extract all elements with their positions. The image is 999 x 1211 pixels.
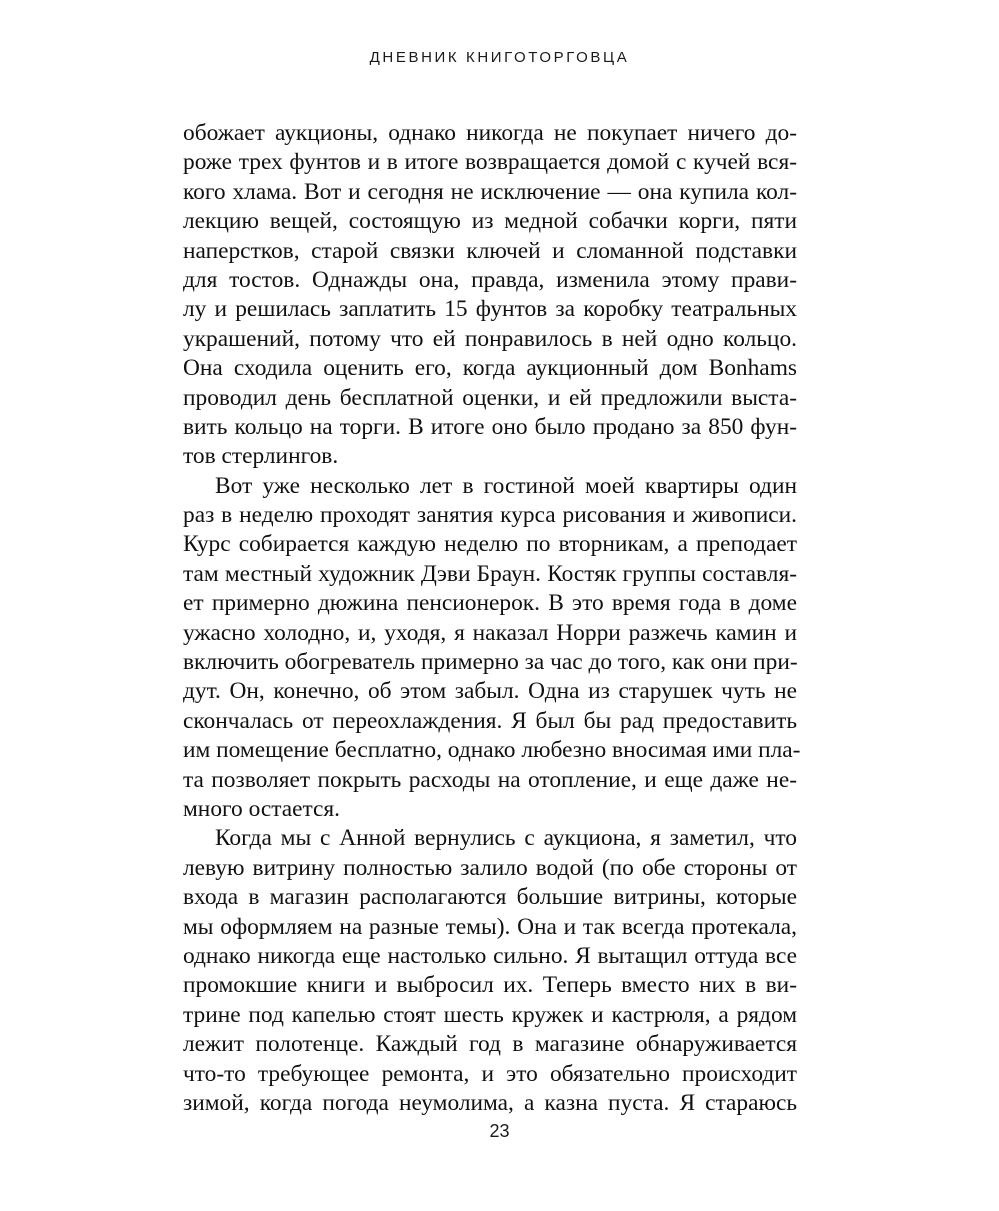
text-line: та позволяет покрыть расходы на отопление, и еще даже не- xyxy=(183,766,797,793)
text-line: входа в магазин располагаются большие витрины, которые xyxy=(183,884,797,911)
paragraph xyxy=(183,119,797,472)
text-line: однако никогда еще настолько сильно. Я вытащил оттуда все xyxy=(183,942,797,969)
text-line: дут. Он, конечно, об этом забыл. Одна из старушек чуть не xyxy=(183,678,797,705)
body-text xyxy=(183,119,801,1118)
text-line: Вот уже несколько лет в гостиной моей квартиры один xyxy=(215,472,797,499)
text-line: там местный художник Дэви Браун. Костяк группы составля- xyxy=(183,560,797,587)
text-line: Она сходила оценить его, когда аукционный дом Bonhams xyxy=(183,355,797,382)
text-line: раз в неделю проходят занятия курса рисования и живописи. xyxy=(183,502,797,529)
text-line: лекцию вещей, состоящую из медной собачки корги, пяти xyxy=(183,208,797,235)
text-line: зимой, когда погода неумолима, а казна пуста. Я стараюсь xyxy=(183,1089,797,1116)
text-line: обожает аукционы, однако никогда не покупает ничего до- xyxy=(183,120,797,146)
text-line: включить обогреватель примерно за час до того, как они при- xyxy=(183,649,798,676)
text-line: левую витрину полностью залило водой (по обе стороны от xyxy=(183,854,797,881)
text-line: для тостов. Однажды она, правда, изменила этому прави- xyxy=(183,266,797,293)
text-line: мы оформляем на разные темы). Она и так всегда протекала, xyxy=(183,913,797,940)
text-line: что-то требующее ремонта, и это обязательно происходит xyxy=(183,1060,797,1087)
text-line: украшений, потому что ей понравилось в ней одно кольцо. xyxy=(183,325,797,352)
text-line: скончалась от переохлаждения. Я был бы рад предоставить xyxy=(183,707,797,734)
text-line: им помещение бесплатно, однако любезно вносимая ими пла- xyxy=(183,737,801,764)
text-line: проводил день бесплатной оценки, и ей предложили выста- xyxy=(183,384,797,411)
page-number: 23 xyxy=(489,1121,510,1141)
text-line: наперстков, старой связки ключей и сломанной подставки xyxy=(183,237,797,264)
text-line: тов стерлингов. xyxy=(183,443,339,470)
text-line: лежит полотенце. Каждый год в магазине обнаруживается xyxy=(183,1031,797,1058)
text-line: лу и решилась заплатить 15 фунтов за коробку театральных xyxy=(183,296,797,323)
text-line: ужасно холодно, и, уходя, я наказал Норри разжечь камин и xyxy=(183,619,797,646)
paragraph xyxy=(183,824,797,1118)
running-head: ДНЕВНИК КНИГОТОРГОВЦА xyxy=(369,49,630,66)
paragraph xyxy=(183,472,801,825)
text-line: промокшие книги и выбросил их. Теперь вместо них в ви- xyxy=(183,972,797,999)
text-line: кого хлама. Вот и сегодня не исключение — она купила кол- xyxy=(183,178,797,205)
text-line: Когда мы с Анной вернулись с аукциона, я заметил, что xyxy=(215,825,797,852)
text-line: ет примерно дюжина пенсионерок. В это время года в доме xyxy=(183,590,797,617)
text-line: Курс собирается каждую неделю по вторникам, а преподает xyxy=(183,531,797,558)
text-line: много остается. xyxy=(183,795,340,822)
text-line: трине под капелью стоят шесть кружек и кастрюля, а рядом xyxy=(183,1001,797,1028)
text-line: роже трех фунтов и в итоге возвращается домой с кучей вся- xyxy=(183,149,797,176)
text-line: вить кольцо на торги. В итоге оно было продано за 850 фун- xyxy=(183,413,797,440)
